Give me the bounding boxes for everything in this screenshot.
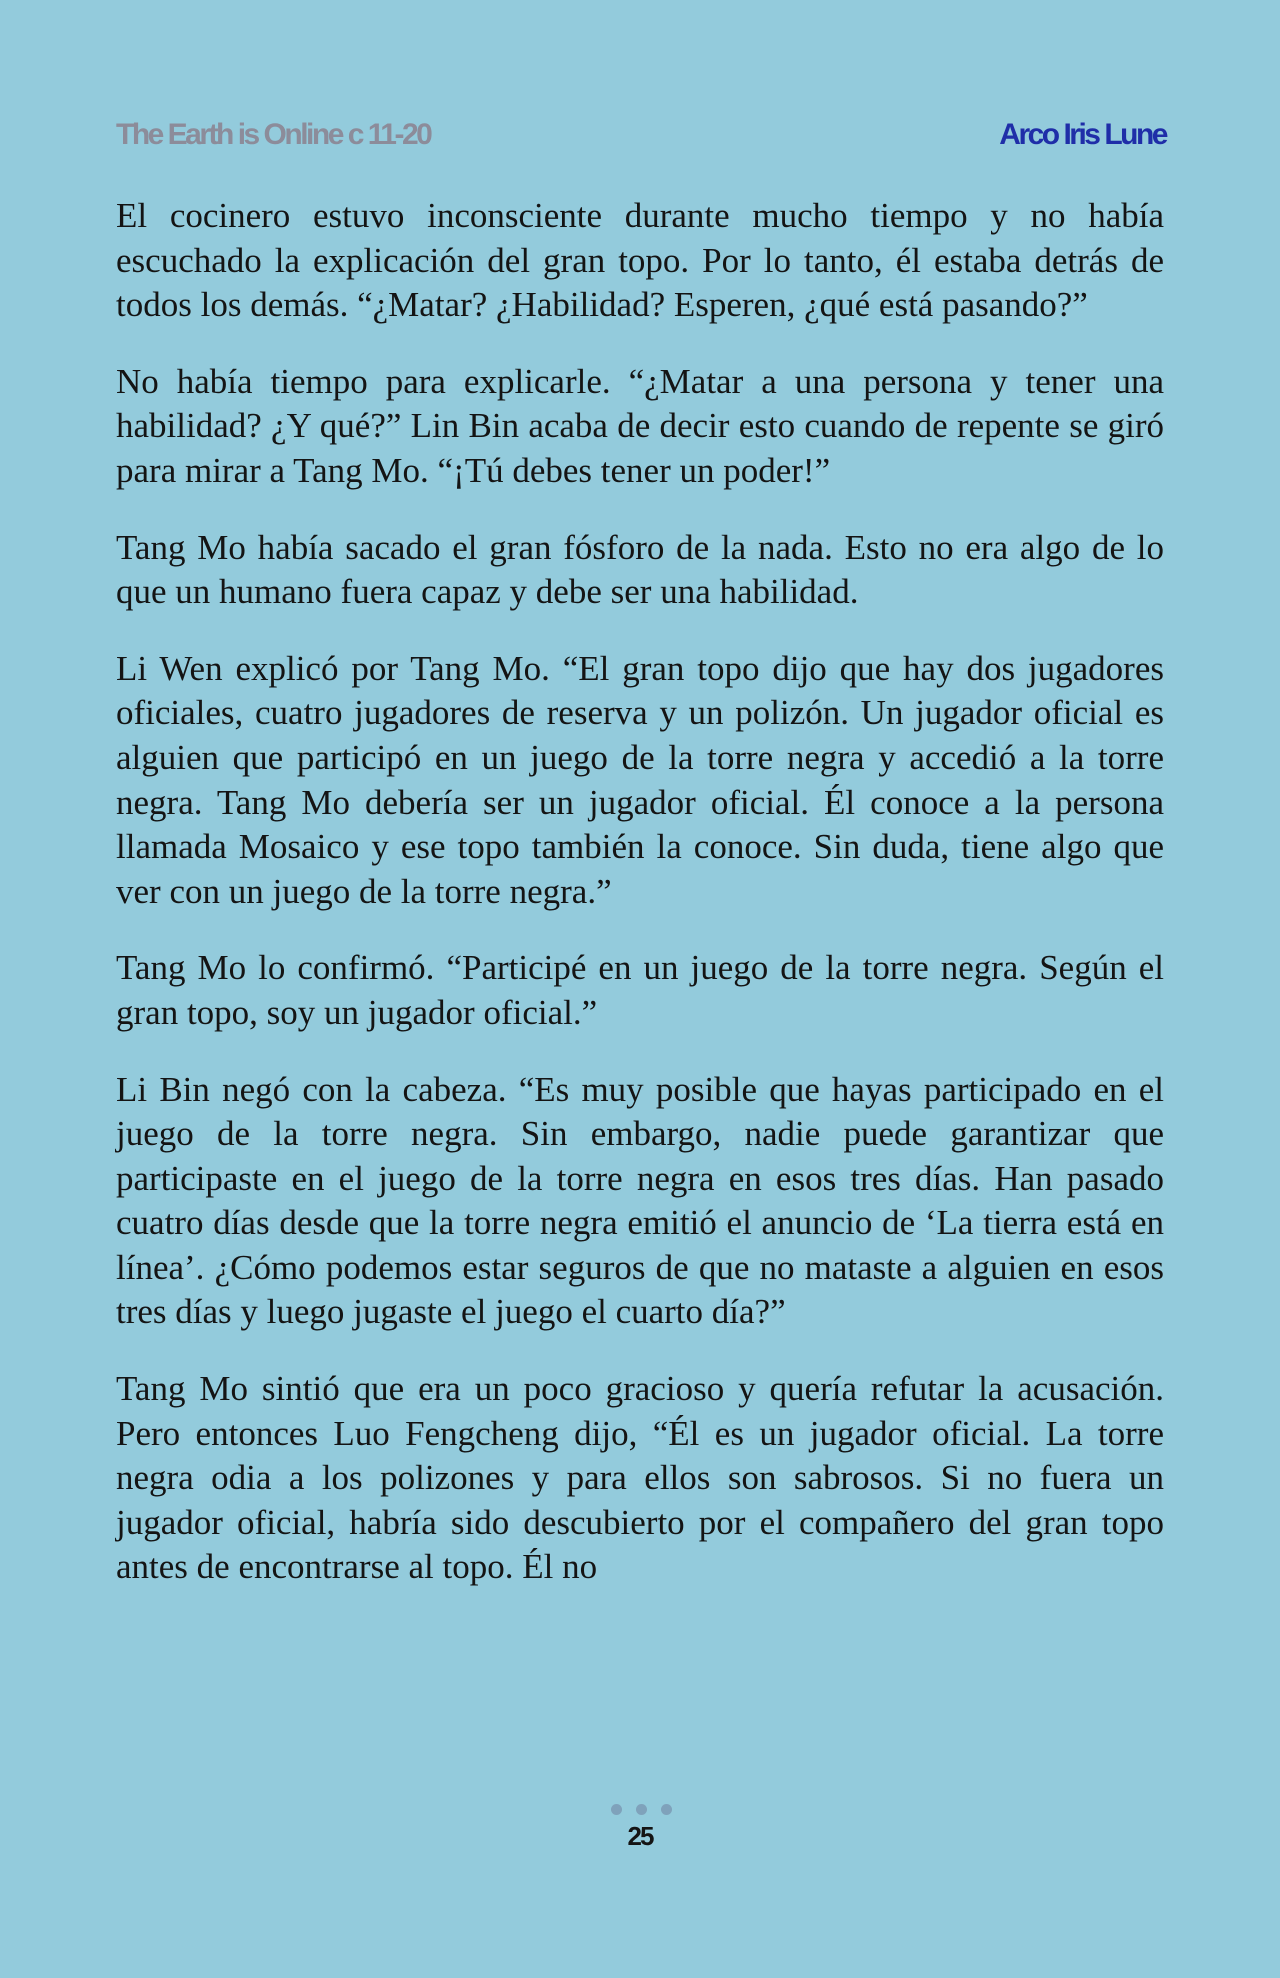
dot-ornament-icon [661, 1804, 672, 1815]
running-header [116, 118, 1166, 162]
footer-dots-ornament [2, 1804, 1280, 1815]
book-title-header: The Earth is Online c 11-20 [116, 118, 431, 151]
paragraph-2: No había tiempo para explicarle. “¿Matar a una persona y tener una habilidad? ¿Y qué?” Lin Bin acaba de decir esto cuando de repente se giró para mirar a Tang Mo. “¡Tú debes tener un poder!” [116, 361, 1164, 490]
paragraph-5: Tang Mo lo confirmó. “Participé en un juego de la torre negra. Según el gran topo, soy un jugador oficial.” [116, 948, 1164, 1032]
page-body [116, 194, 1164, 1622]
page-number: 25 [627, 1821, 653, 1851]
page-footer [0, 1804, 1280, 1852]
dot-ornament-icon [636, 1804, 647, 1815]
paragraph-6: Li Bin negó con la cabeza. “Es muy posible que hayas participado en el juego de la torre negra. Sin embargo, nadie puede garantizar que participaste en el juego de la torre negra en esos tres días. Han pasado cuatro días desde que la torre negra emitió el anuncio de ‘La tierra está en línea’. ¿Cómo podemos estar seguros de que no mataste a alguien en esos tres días y luego jugaste el juego el cuarto día?” [116, 1069, 1164, 1332]
dot-ornament-icon [611, 1804, 622, 1815]
paragraph-7: Tang Mo sintió que era un poco gracioso y quería refutar la acusación. Pero entonces Luo Fengcheng dijo, “Él es un jugador oficial. La torre negra odia a los polizones y para ellos son sabrosos. Si no fuera un jugador oficial, habría sido descubierto por el compañero del gran topo antes de encontrarse al topo. Él no [116, 1369, 1164, 1587]
paragraph-3: Tang Mo había sacado el gran fósforo de la nada. Esto no era algo de lo que un humano fuera capaz y debe ser una habilidad. [116, 527, 1164, 612]
paragraph-1: El cocinero estuvo inconsciente durante mucho tiempo y no había escuchado la explicación del gran topo. Por lo tanto, él estaba detrás de todos los demás. “¿Matar? ¿Habilidad? Esperen, ¿qué está pasando?” [116, 196, 1164, 325]
translator-header: Arco Iris Lune [999, 118, 1166, 151]
paragraph-4: Li Wen explicó por Tang Mo. “El gran topo dijo que hay dos jugadores oficiales, cuatro jugadores de reserva y un polizón. Un jugador oficial es alguien que participó en un juego de la torre negra y accedió a la torre negra. Tang Mo debería ser un jugador oficial. Él conoce a la persona llamada Mosaico y ese topo también la conoce. Sin duda, tiene algo que ver con un juego de la torre negra.” [116, 648, 1164, 911]
